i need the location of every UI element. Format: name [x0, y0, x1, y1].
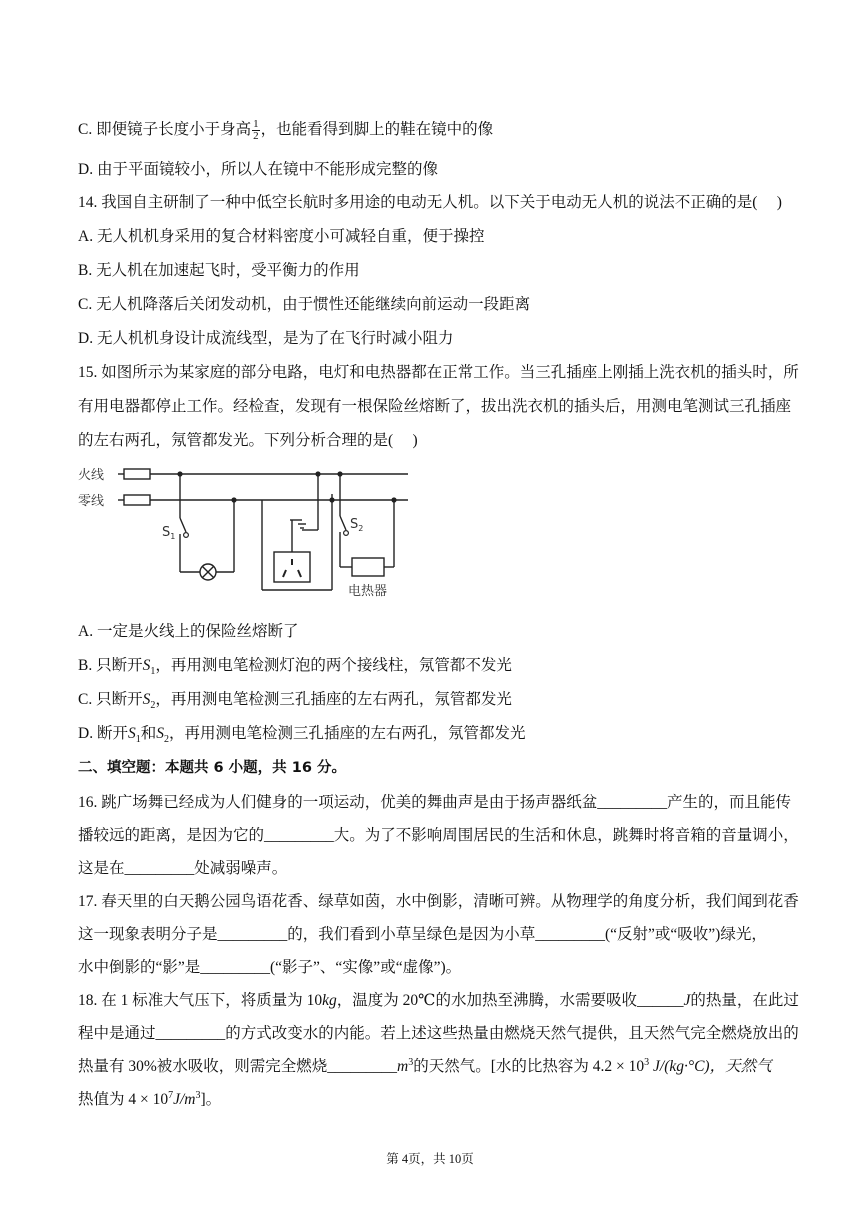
- q17-line1: 17. 春天里的白天鹅公园鸟语花香、绿草如茵，水中倒影，清晰可辨。从物理学的角度分析，我们闻到花香: [78, 893, 799, 910]
- q15-stem-line2: 有用电器都停止工作。经检查，发现有一根保险丝熔断了，拔出洗衣机的插头后，用测电笔测试三孔插座: [78, 398, 792, 415]
- electric-heater: [352, 558, 384, 576]
- q18-line3: [78, 1054, 772, 1076]
- fraction: [252, 119, 260, 142]
- q15-option-b: [78, 653, 512, 677]
- conjunction: 和: [140, 725, 157, 742]
- q18-text: 18. 在 1 标准大气压下，将质量为 10: [78, 992, 323, 1009]
- page-footer: 第 4页，共 10页: [386, 1152, 474, 1166]
- q18-line4: [78, 1087, 221, 1109]
- q14-option-c: C. 无人机降落后关闭发动机，由于惯性还能继续向前运动一段距离: [78, 296, 531, 313]
- q13-option-c-text: C. 即便镜子长度小于身高: [78, 121, 252, 138]
- q13-option-c: [78, 117, 493, 142]
- section-heading-fill-in: 二、填空题：本题共 6 小题，共 16 分。: [78, 760, 346, 776]
- var-s: S: [142, 691, 151, 708]
- unit-cubic-meter: m: [397, 1058, 409, 1075]
- exponent: 7: [168, 1089, 174, 1101]
- q16-line1: 16. 跳广场舞已经成为人们健身的一项运动，优美的舞曲声是由于扬声器纸盆_________产生的，而且能传: [78, 794, 792, 811]
- q18-line2: 程中是通过_________的方式改变水的内能。若上述这些热量由燃烧天然气提供，且天然气完全燃烧放出的: [78, 1025, 799, 1042]
- live-wire-label: 火线: [78, 468, 105, 483]
- q15-option-d-prefix: D. 断开: [78, 725, 128, 742]
- q15-option-c-text: ，再用测电笔检测三孔插座的左右两孔，氖管都发光: [155, 691, 512, 708]
- q15-stem-line3: 的左右两孔，氖管都发光。下列分析合理的是( ): [78, 432, 418, 449]
- q18-text: 的天然气。[水的比热容为 4.2 × 10: [413, 1058, 645, 1075]
- q18-text: ]。: [200, 1091, 222, 1108]
- switch-s1-blade: [180, 518, 186, 532]
- unit-heat-value: J/m: [173, 1091, 196, 1108]
- q18-text: ，温度为 20℃的水加热至沸腾，水需要吸收______: [336, 992, 684, 1009]
- exponent: 3: [195, 1089, 201, 1101]
- three-pin-socket: [274, 552, 310, 582]
- switch-s2-label: $S_2$: [350, 517, 364, 533]
- q13-option-c-text-end: ，也能看得到脚上的鞋在镜中的像: [260, 121, 494, 138]
- q14-option-b: B. 无人机在加速起飞时，受平衡力的作用: [78, 262, 360, 279]
- heater-label: 电热器: [348, 584, 388, 599]
- q14-option-a: A. 无人机机身采用的复合材料密度小可减轻自重，便于操控: [78, 228, 485, 245]
- var-sub: 2: [163, 734, 169, 746]
- household-circuit-diagram: [76, 458, 416, 604]
- q15-option-b-text: ，再用测电笔检测灯泡的两个接线柱，氖管都不发光: [155, 657, 512, 674]
- q14-option-d: D. 无人机机身设计成流线型，是为了在飞行时减小阻力: [78, 330, 454, 347]
- q15-option-c: [78, 687, 512, 711]
- neutral-fuse: [124, 495, 150, 505]
- var-sub: 2: [150, 700, 156, 712]
- fraction-denominator: 2: [253, 129, 259, 142]
- live-fuse: [124, 469, 150, 479]
- q17-line2: 这一现象表明分子是_________的，我们看到小草呈绿色是因为小草_________(“反射”或“吸收”)绿光，: [78, 926, 767, 943]
- q15-stem-line1: 15. 如图所示为某家庭的部分电路，电灯和电热器都在正常工作。当三孔插座上刚插上洗衣机的插头时，所: [78, 364, 799, 381]
- var-s: S: [142, 657, 151, 674]
- q16-line2: 播较远的距离，是因为它的_________大。为了不影响周围居民的生活和休息，跳舞时将音箱的音量调小，: [78, 827, 799, 844]
- exponent: 3: [644, 1056, 650, 1068]
- q16-line3: 这是在_________处减弱噪声。: [78, 860, 288, 877]
- var-s: S: [127, 725, 136, 742]
- q17-line3: 水中倒影的“影”是_________(“影子”、“实像”或“虚像”)。: [78, 959, 462, 976]
- var-s: S: [156, 725, 164, 742]
- q15-option-c-prefix: C. 只断开: [78, 691, 143, 708]
- switch-s2-blade: [340, 516, 346, 530]
- neutral-wire-label: 零线: [78, 494, 105, 509]
- q13-option-d: D. 由于平面镜较小，所以人在镜中不能形成完整的像: [78, 161, 438, 178]
- q18-text: 热值为 4 × 10: [78, 1091, 169, 1108]
- q18-text: 的热量，在此过: [690, 992, 799, 1009]
- var-sub: 1: [150, 666, 156, 678]
- exponent: 3: [408, 1056, 414, 1068]
- fraction-numerator: 1: [253, 117, 259, 130]
- q18-line1: [78, 988, 799, 1010]
- unit-specific-heat: J/(kg·°C)，天然气: [649, 1058, 772, 1075]
- var-sub: 1: [135, 734, 141, 746]
- unit-joule: J: [683, 992, 691, 1009]
- q15-option-d: [78, 721, 525, 745]
- q18-text: 热量有 30%被水吸收，则需完全燃烧_________: [78, 1058, 398, 1075]
- q15-option-d-text: ，再用测电笔检测三孔插座的左右两孔，氖管都发光: [168, 725, 526, 742]
- q14-stem: 14. 我国自主研制了一种中低空长航时多用途的电动无人机。以下关于电动无人机的说法不正确的是( ): [78, 194, 782, 211]
- q15-option-b-prefix: B. 只断开: [78, 657, 143, 674]
- q15-option-a: A. 一定是火线上的保险丝熔断了: [78, 623, 299, 640]
- unit-kg: kg: [322, 992, 337, 1009]
- switch-s1-label: $S_1$: [162, 525, 176, 541]
